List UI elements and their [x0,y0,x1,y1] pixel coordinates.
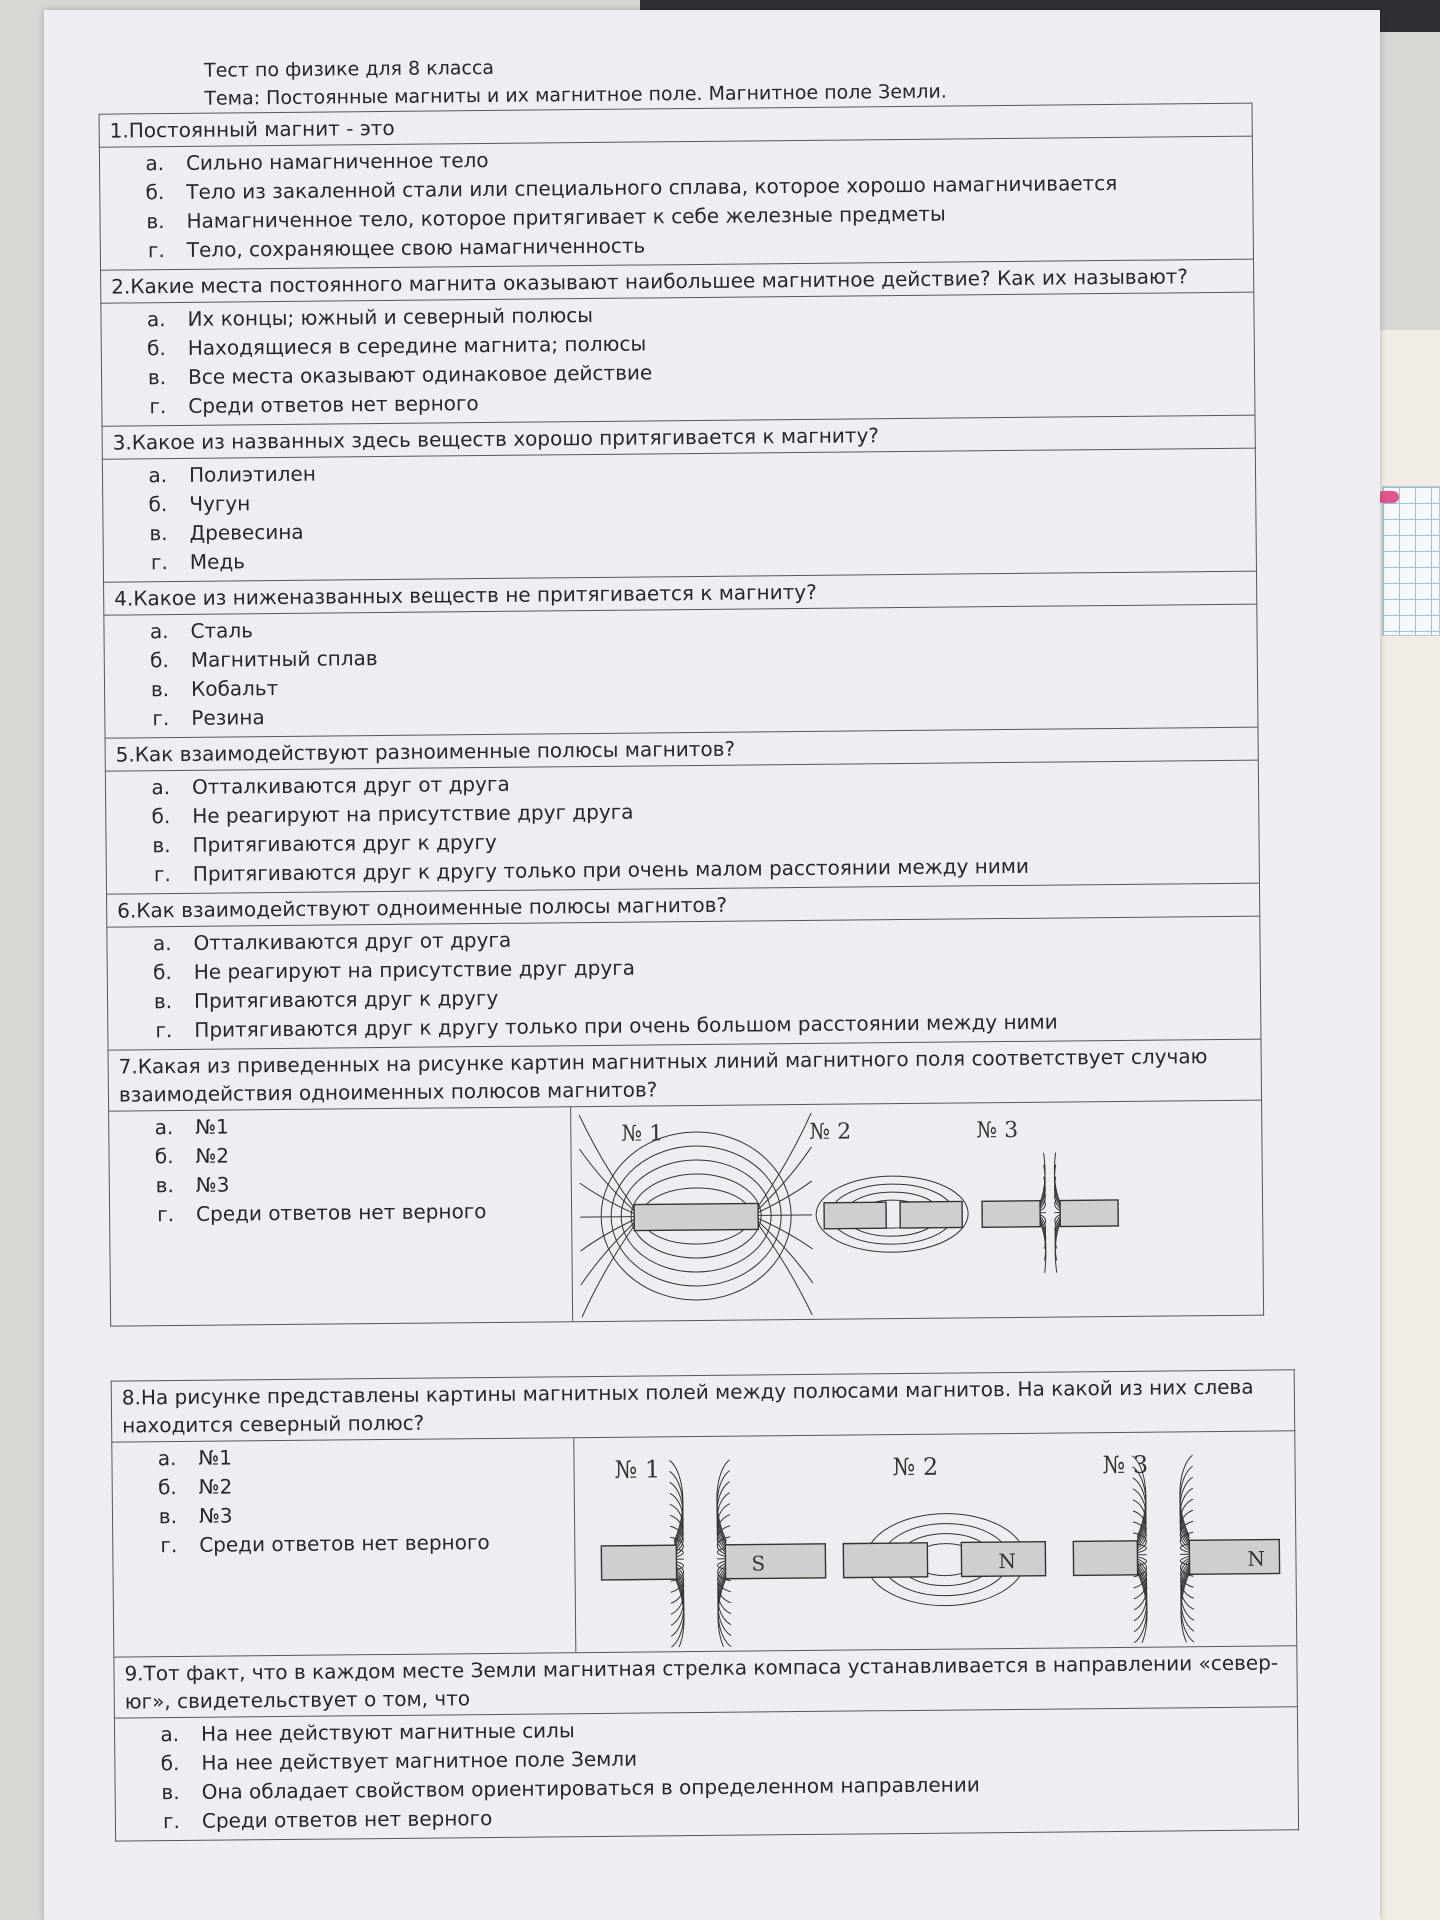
magnet-bar [1189,1539,1279,1574]
question-text: 5.Как взаимодействуют разноименные полюсы магнитов? [105,727,1258,771]
option-letter: г. [160,1533,178,1558]
options-row [104,604,1258,738]
magnet-bar [982,1201,1040,1228]
option-text: №1 [195,1114,229,1139]
options-cell [107,916,1261,1050]
option-letter: г. [147,238,165,263]
magnet-bar [900,1201,962,1228]
option-letter: г. [152,706,170,731]
options-row [105,760,1259,894]
question-text: 8.На рисунке представлены картины магнитных полей между полюсами магнитов. На какой из них слева находится северный полюс? [111,1370,1295,1442]
option-letter: в. [152,833,171,858]
option-letter: б. [149,648,169,673]
questions-table [111,1369,1299,1841]
options-row [114,1707,1298,1841]
side-tab [1382,486,1440,636]
options-row [107,916,1261,1050]
options-list [101,293,1254,426]
option-text: Медь [189,549,246,574]
options-cell [102,448,1256,582]
question-row [108,1039,1262,1111]
figure-number-label: № 2 [809,1119,852,1145]
option-letter: б. [145,180,165,205]
answer-option [109,1138,570,1171]
option-letter: а. [152,931,172,956]
field-line [580,1226,635,1318]
option-letter: а. [157,1446,177,1471]
option-letter: а. [145,151,165,176]
option-letter: в. [147,365,167,390]
options-cell [112,1431,1297,1657]
field-line [579,1149,634,1212]
options-list [104,605,1257,738]
field-line [580,1223,635,1286]
option-text: Полиэтилен [188,461,316,487]
answer-option [113,1469,574,1502]
field-line [757,1147,812,1210]
options-list [109,1107,573,1325]
option-letter: б. [146,336,166,361]
pole-mark: N [1247,1546,1266,1571]
pole-mark: N [998,1548,1017,1574]
options-row [99,136,1253,270]
option-letter: в. [161,1780,180,1805]
answer-option [110,1167,571,1200]
field-line [758,1221,813,1284]
question-row [111,1370,1295,1442]
option-text: №3 [195,1172,230,1197]
options-list [103,449,1256,582]
option-text: №3 [198,1503,233,1528]
option-text: Тело из закаленной стали или специального сплава, которое хорошо намагничивается [186,170,1118,204]
option-text: Магнитный сплав [190,646,378,672]
figure-number-label: № 3 [976,1117,1019,1144]
magnet-bar [634,1203,758,1230]
option-text: №1 [198,1445,233,1470]
option-text: Она обладает свойством ориентироваться в определенном направлении [201,1772,980,1804]
option-letter: г. [149,394,167,419]
answer-option [112,1440,573,1473]
option-letter: б. [160,1751,180,1776]
figure-cell [574,1431,1296,1652]
test-sheet [44,10,1380,1920]
field-line [757,1113,812,1207]
option-letter: в. [149,521,168,546]
document-title: Тест по физике для 8 класса [204,56,495,82]
option-text: Их концы; южный и северный полюсы [187,302,594,331]
pole-mark: S [751,1551,766,1576]
option-letter: г. [162,1809,181,1834]
figure-number-label: № 3 [1102,1450,1149,1480]
options-list [115,1707,1298,1840]
option-letter: в. [146,209,165,234]
option-text: Среди ответов нет верного [201,1806,493,1833]
option-text: Среди ответов нет верного [199,1530,490,1557]
magnet-bar [1060,1200,1118,1227]
option-text: Притягиваются друг к другу только при очень малом расстоянии между ними [192,853,1030,886]
option-text: Чугун [189,491,251,516]
options-list [106,761,1259,894]
question-text: 3.Какое из названных здесь веществ хорошо притягивается к магниту? [102,415,1255,459]
option-letter: а. [146,307,166,332]
option-text: Находящиеся в середине магнита; полюсы [187,331,647,360]
options-list [100,137,1253,270]
option-text: Намагниченное тело, которое притягивает к себе железные предметы [186,201,946,233]
options-row [101,292,1255,426]
magnet-bar [601,1545,676,1580]
option-letter: а. [149,619,169,644]
question-row [114,1646,1298,1718]
figure-number-label: № 1 [614,1455,661,1484]
option-letter: а. [160,1722,180,1747]
document-topic: Тема: Постоянные магниты и их магнитное поле. Магнитное поле Земли. [204,80,947,110]
question-text: 1.Постоянный магнит - это [99,103,1252,147]
option-text: №2 [195,1143,230,1168]
option-letter: г. [157,1202,175,1227]
option-text: Среди ответов нет верного [195,1199,487,1226]
pink-tab-icon [1377,491,1399,503]
magnet-bar [1073,1541,1137,1576]
options-row [112,1431,1297,1657]
answer-option [113,1498,574,1531]
option-letter: б. [157,1475,177,1500]
question-text: 9.Тот факт, что в каждом месте Земли магнитная стрелка компаса устанавливается в направлении «север-юг», свидетельствует о том, что [114,1646,1298,1718]
options-cell [109,1100,1264,1326]
option-letter: а. [148,463,168,488]
option-text: Отталкиваются друг от друга [191,771,510,799]
options-cell [114,1707,1298,1841]
option-text: На нее действуют магнитные силы [200,1718,575,1746]
option-text: Сильно намагниченное тело [185,147,489,175]
field-line [758,1224,813,1317]
options-figure-split [112,1431,1296,1656]
magnet-bar [725,1544,825,1579]
option-letter: в. [153,989,173,1014]
question-text: 7.Какая из приведенных на рисунке картин магнитных линий магнитного поля соответствует случаю взаимодействия одноименных полюсов магнитов? [108,1039,1262,1111]
options-figure-split [109,1101,1263,1326]
option-text: Древесина [189,519,304,545]
figure-number-label: № 2 [892,1452,939,1482]
figure-cell [571,1101,1263,1322]
question-text: 4.Какое из ниженазванных веществ не притягивается к магниту? [104,571,1257,615]
answer-option [109,1109,570,1142]
option-text: Тело, сохраняющее свою намагниченность [186,233,646,262]
option-text: Притягиваются друг к другу только при очень большом расстоянии между ними [194,1009,1058,1042]
option-text: Притягиваются друг к другу [192,829,497,857]
options-row [109,1100,1264,1326]
sheet-content [68,46,1335,1842]
option-text: Не реагируют на присутствие друг друга [192,799,634,828]
option-text: Кобальт [190,676,279,701]
option-letter: а. [154,1115,174,1140]
option-letter: б. [151,804,171,829]
option-text: Отталкиваются друг от друга [193,927,512,955]
option-text: Притягиваются друг к другу [193,985,499,1013]
option-text: Все места оказывают одинаковое действие [187,360,653,389]
option-letter: б. [148,492,168,517]
answer-option [110,1196,571,1229]
option-text: Резина [191,705,265,730]
options-cell [99,136,1253,270]
field-line [758,1215,812,1216]
option-letter: а. [151,775,171,800]
options-cell [105,760,1259,894]
option-text: Не реагируют на присутствие друг друга [193,955,636,984]
field-line [1040,1165,1046,1205]
options-cell [101,292,1255,426]
option-letter: г. [153,862,171,887]
option-letter: в. [158,1504,178,1529]
option-text: Среди ответов нет верного [188,391,479,418]
magnetic-field-figure [574,1431,1296,1648]
questions-area [69,102,1336,1842]
option-letter: в. [150,677,170,702]
options-cell [104,604,1258,738]
question-text: 2.Какие места постоянного магнита оказывают наибольшее магнитное действие? Как их называют? [101,259,1254,303]
option-letter: г. [155,1018,173,1043]
option-letter: г. [150,550,168,575]
questions-table [99,103,1265,1327]
option-text: Сталь [190,618,254,643]
magnet-bar [824,1202,886,1229]
magnetic-field-figure [571,1102,1133,1317]
question-text: 6.Как взаимодействуют одноименные полюсы магнитов? [107,883,1260,927]
answer-option [113,1527,574,1560]
option-text: №2 [198,1474,233,1499]
options-row [102,448,1256,582]
options-list [112,1438,576,1656]
field-line [580,1217,634,1218]
options-list [107,917,1260,1050]
option-letter: б. [152,960,172,985]
option-letter: б. [154,1144,174,1169]
magnet-bar [843,1543,927,1578]
option-text: На нее действует магнитное поле Земли [201,1746,638,1775]
figure-number-label: № 1 [621,1121,664,1147]
option-letter: в. [155,1173,174,1198]
